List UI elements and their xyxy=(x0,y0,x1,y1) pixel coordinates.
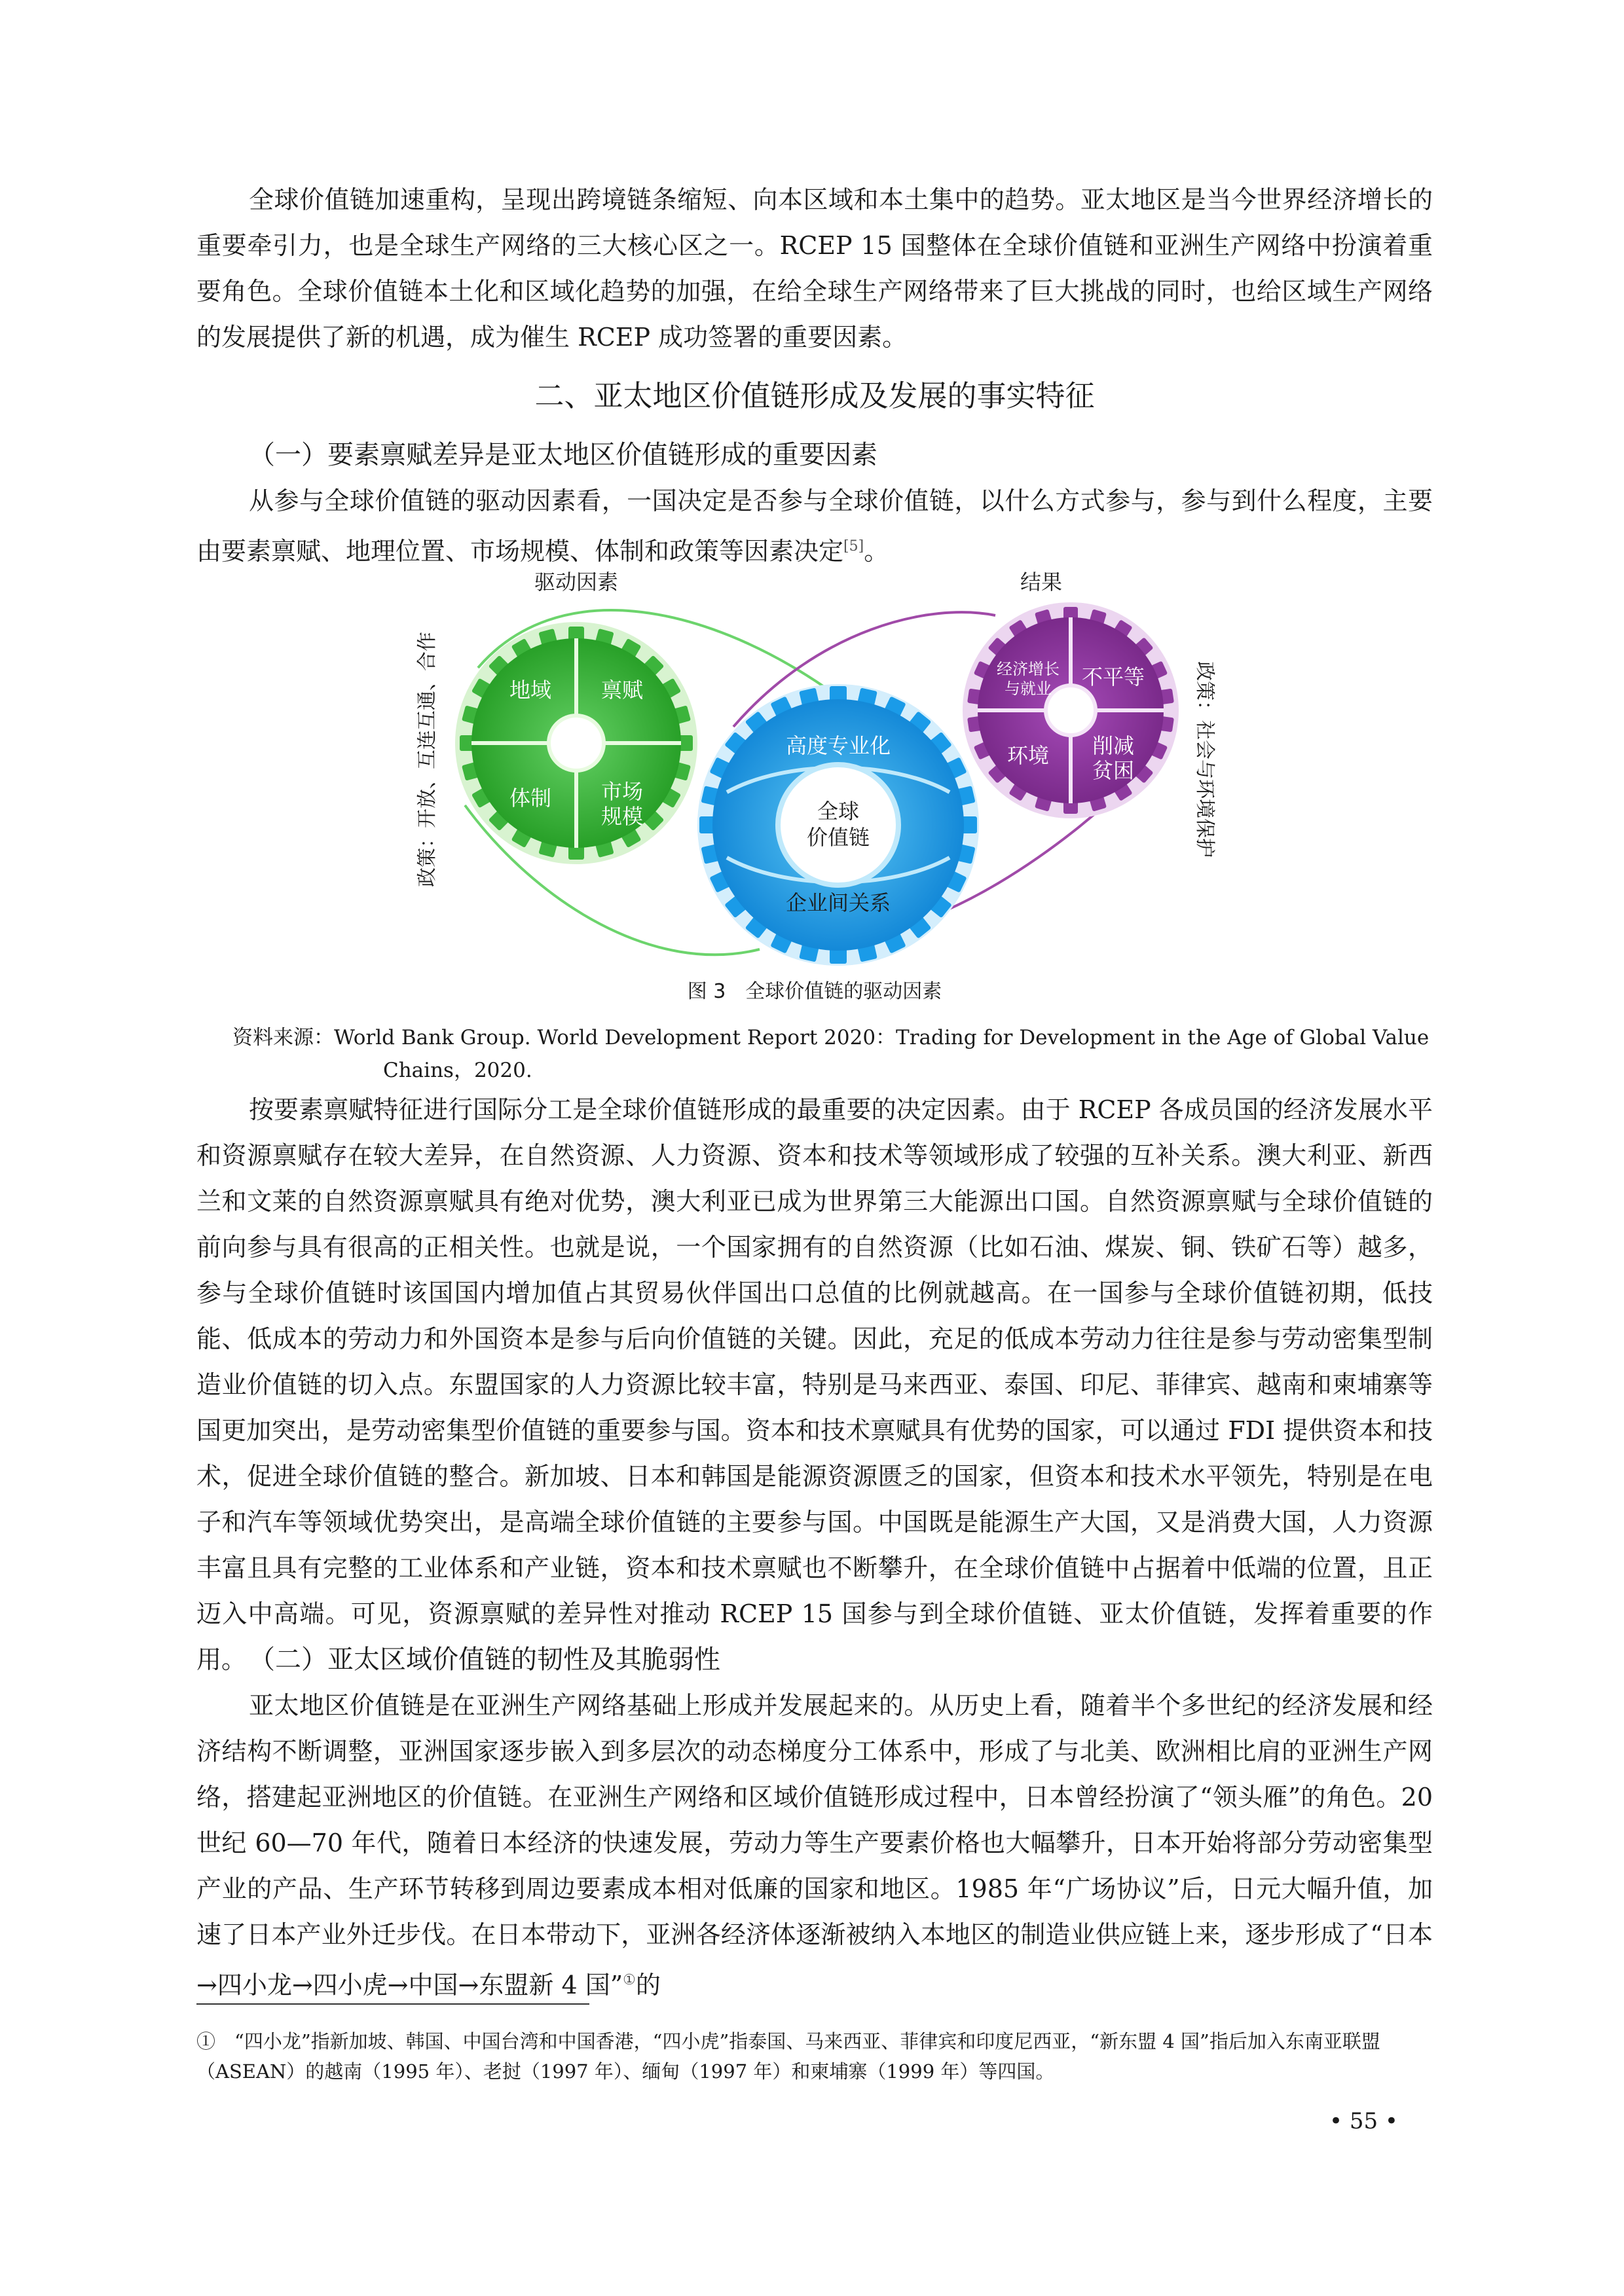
driver-geography: 地域 xyxy=(509,678,552,702)
page-number: • 55 • xyxy=(1329,2108,1398,2134)
left-policy-label: 政策：开放、互连互通、合作 xyxy=(416,632,439,887)
purple-gear-hub xyxy=(1046,685,1096,735)
paragraph-value-chain-history xyxy=(196,1683,1433,2008)
result-growth-jobs: 经济增长与就业 xyxy=(997,660,1060,698)
gears-diagram xyxy=(393,563,1257,982)
results-heading: 结果 xyxy=(1020,570,1063,594)
green-gear xyxy=(455,622,697,864)
result-poverty-reduction: 削减贫困 xyxy=(1092,733,1135,783)
result-inequality: 不平等 xyxy=(1081,665,1145,689)
driver-market-size: 市场规模 xyxy=(600,779,644,829)
paragraph-endowment: 按要素禀赋特征进行国际分工是全球价值链形成的最重要的决定因素。由于 RCEP 各成员国的经济发展水平和资源禀赋存在较大差异，在自然资源、人力资源、资本和技术等领域形成了较强的互补关系。澳大利亚、新西兰和文莱的自然资源禀赋具有绝对优势，澳大利亚已成为世界第三大能源出口国。自然资源禀赋与全球价值链的前向参与具有很高的正相关性。也就是说，一个国家拥有的自然资源（比如石油、煤炭、铜、铁矿石等）越多，参与全球价值链时该国国内增加值占其贸易伙伴国出口总值的比例就越高。在一国参与全球价值链初期，低技能、低成本的劳动力和外国资本是参与后向价值链的关键。因此，充足的低成本劳动力往往是参与劳动密集型制造业价值链的切入点。东盟国家的人力资源比较丰富，特别是马来西亚、泰国、印尼、菲律宾、越南和柬埔寨等国更加突出，是劳动密集型价值链的重要参与国。资本和技术禀赋具有优势的国家，可以通过 FDI 提供资本和技术，促进全球价值链的整合。新加坡、日本和韩国是能源资源匮乏的国家，但资本和技术水平领先，特别是在电子和汽车等领域优势突出，是高端全球价值链的主要参与国。中国既是能源生产大国，又是消费大国，人力资源丰富且具有完整的工业体系和产业链，资本和技术禀赋也不断攀升，在全球价值链中占据着中低端的位置，且正迈入中高端。可见，资源禀赋的差异性对推动 RCEP 15 国参与到全球价值链、亚太价值链，发挥着重要的作用。 xyxy=(196,1095,1433,1674)
blue-gear xyxy=(697,684,979,966)
right-policy-label: 政策：社会与环境保护 xyxy=(1193,661,1216,858)
paragraph-intro: 全球价值链加速重构，呈现出跨境链条缩短、向本区域和本土集中的趋势。亚太地区是当今世界经济增长的重要牵引力，也是全球生产网络的三大核心区之一。RCEP 15 国整体在全球价值链和亚洲生产网络中扮演着重要角色。全球价值链本土化和区域化趋势的加强，在给全球生产网络带来了巨大挑战的同时，也给区域生产网络的发展提供了新的机遇，成为催生 RCEP 成功签署的重要因素。 xyxy=(196,185,1433,352)
high-specialization-label: 高度专业化 xyxy=(785,733,891,758)
drivers-heading: 驱动因素 xyxy=(534,570,619,594)
citation-ref: [5] xyxy=(843,538,864,555)
driver-endowment: 禀赋 xyxy=(600,678,644,702)
footnote: ① “四小龙”指新加坡、韩国、中国台湾和中国香港，“四小虎”指泰国、马来西亚、菲律宾和印度尼西亚，“新东盟 4 国”指后加入东南亚联盟（ASEAN）的越南（1995 年）、老挝（1997 年）、缅甸（1997 年）和柬埔寨（1999 年）等四国。 xyxy=(196,2030,1380,2083)
gvc-center-label: 全球价值链 xyxy=(806,799,870,850)
driver-institutions: 体制 xyxy=(509,786,552,811)
purple-gear xyxy=(963,602,1179,818)
paragraph-drivers-end: 。 xyxy=(864,537,889,566)
paragraph-drivers-text: 从参与全球价值链的驱动因素看，一国决定是否参与全球价值链，以什么方式参与，参与到什么程度，主要由要素禀赋、地理位置、市场规模、体制和政策等因素决定 xyxy=(196,486,1433,566)
result-environment: 环境 xyxy=(1006,743,1050,768)
paragraph-drivers xyxy=(196,478,1433,574)
paragraph-history-end: 的 xyxy=(635,1971,661,1999)
firm-relations-label: 企业间关系 xyxy=(785,890,891,915)
figure-caption: 图 3 全球价值链的驱动因素 xyxy=(687,980,942,1003)
subsection-title-2: （二）亚太区域价值链的韧性及其脆弱性 xyxy=(249,1645,720,1675)
paragraph-history-text: 亚太地区价值链是在亚洲生产网络基础上形成并发展起来的。从历史上看，随着半个多世纪的经济发展和经济结构不断调整，亚洲国家逐步嵌入到多层次的动态梯度分工体系中，形成了与北美、欧洲相比肩的亚洲生产网络，搭建起亚洲地区的价值链。在亚洲生产网络和区域价值链形成过程中，日本曾经扮演了“领头雁”的角色。20 世纪 60—70 年代，随着日本经济的快速发展，劳动力等生产要素价格也大幅攀升，日本开始将部分劳动密集型产业的产品、生产环节转移到周边要素成本相对低廉的国家和地区。1985 年“广场协议”后，日元大幅升值，加速了日本产业外迁步伐。在日本带动下，亚洲各经济体逐渐被纳入本地区的制造业供应链上来，逐步形成了“日本→四小龙→四小虎→中国→东盟新 4 国” xyxy=(196,1691,1433,1999)
section-title: 二、亚太地区价值链形成及发展的事实特征 xyxy=(534,378,1095,413)
footnote-divider xyxy=(196,2003,589,2005)
source-line-1: 资料来源：World Bank Group. World Development Report 2020：Trading for Development in the Age of Global Value xyxy=(232,1026,1430,1049)
green-gear-hub xyxy=(549,716,604,771)
subsection-title-1: （一）要素禀赋差异是亚太地区价值链形成的重要因素 xyxy=(249,440,877,470)
source-line-2: Chains，2020. xyxy=(383,1059,532,1082)
figure-source xyxy=(232,1021,1437,1087)
footnote-marker: ① xyxy=(623,1972,636,1988)
figure-gvc-drivers xyxy=(393,563,1257,982)
